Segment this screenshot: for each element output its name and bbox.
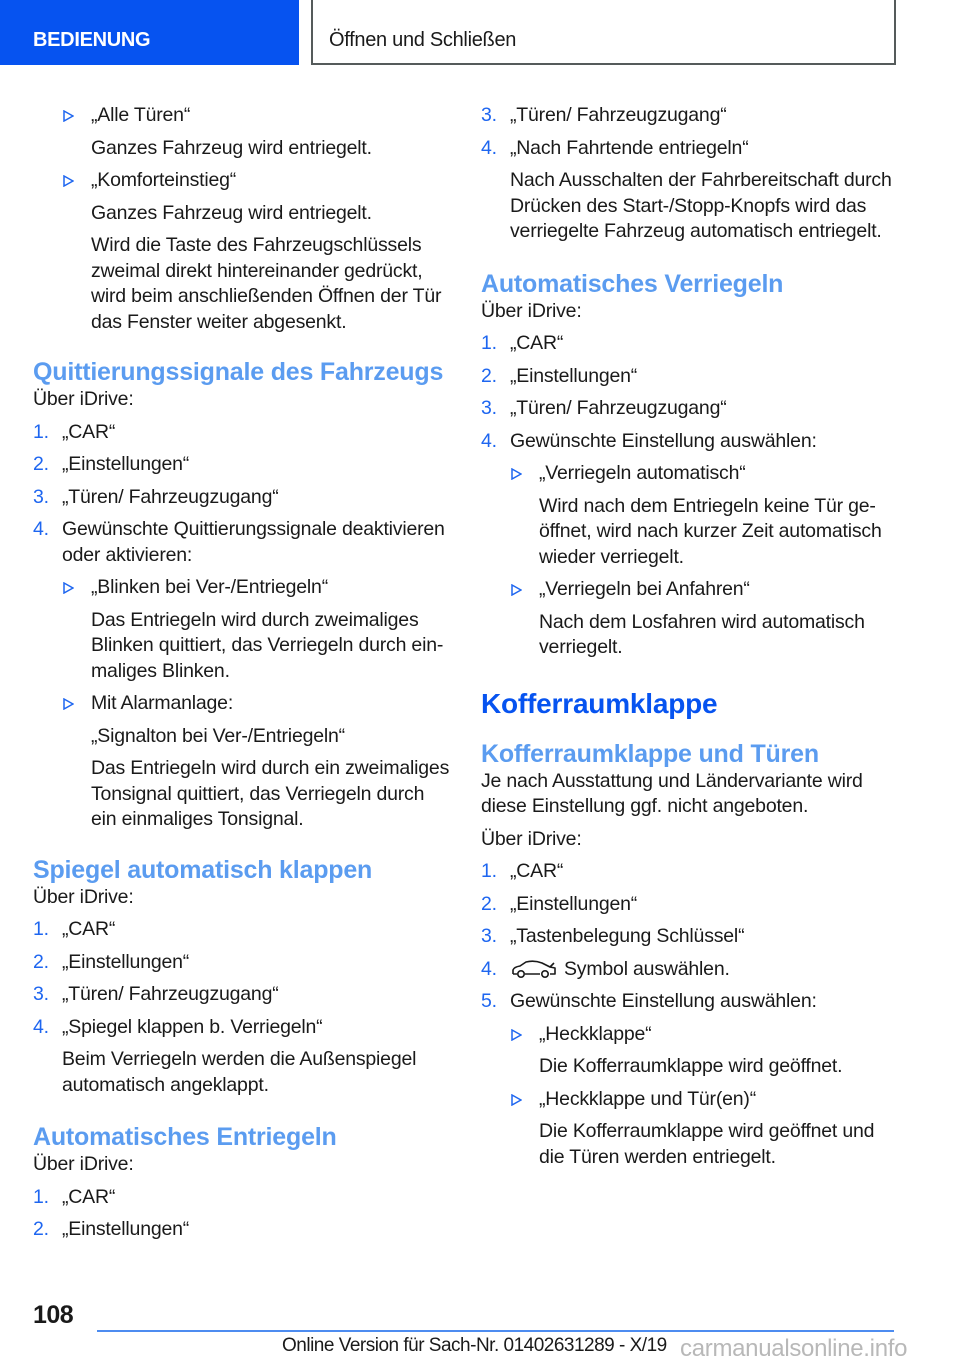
step-item (481, 331, 901, 357)
bullet-text: Ganzes Fahrzeug wird entriegelt. (91, 201, 372, 224)
step-number: 4. (481, 957, 497, 980)
bullet-label: „Alle Türen“ (91, 104, 191, 126)
step-item (481, 859, 901, 885)
section-heading: Automatisches Verriegeln (481, 269, 784, 298)
step-item (481, 957, 901, 983)
step-number: 3. (481, 925, 497, 947)
option-label: „Verriegeln automatisch“ (539, 462, 746, 484)
chapter-header (311, 0, 896, 65)
step-item (481, 396, 901, 422)
triangle-bullet-icon (511, 1094, 522, 1106)
step-item (33, 950, 453, 976)
step-note: Nach Ausschalten der Fahrbereitschaft durch Drücken des Start-/Stopp-Knopfs wird das verriegelte Fahrzeug automatisch entriegelt. (510, 169, 892, 242)
step-item (33, 420, 453, 446)
step-number: 4. (33, 1015, 49, 1038)
step-text: „Türen/ Fahrzeugzugang“ (62, 983, 279, 1005)
step-text: „CAR“ (510, 860, 564, 882)
step-item (481, 136, 901, 162)
bullet-item (33, 168, 453, 335)
left-column (33, 103, 453, 1250)
step-item (33, 917, 453, 943)
step-number: 4. (481, 429, 497, 452)
step-text: „Einstellungen“ (510, 892, 638, 915)
step-number: 2. (33, 1218, 49, 1240)
option-label: „Blinken bei Ver-/Entriegeln“ (91, 576, 328, 598)
step-text: „CAR“ (62, 420, 116, 443)
step-number: 1. (33, 420, 49, 443)
step-item (33, 982, 453, 1008)
step-number: 2. (481, 892, 497, 915)
section-tab (0, 0, 299, 65)
section-heading: Kofferraumklappe und Türen (481, 739, 819, 768)
option-text: Wird nach dem Entriegeln keine Tür ge-öffnet, wird nach kurzer Zeit automatisch wieder verriegelt. (539, 494, 882, 568)
step-text: „Einstellungen“ (62, 1218, 190, 1240)
step-number: 1. (481, 332, 497, 354)
step-text: „Einstellungen“ (62, 453, 190, 475)
option-item (33, 691, 453, 833)
triangle-bullet-icon (63, 582, 74, 594)
step-item (33, 1015, 453, 1041)
step-text: Gewünschte Einstellung auswählen: (510, 990, 817, 1012)
section-heading: Automatisches Entriegeln (33, 1123, 337, 1151)
step-item (33, 1217, 453, 1243)
step-text: „Tastenbelegung Schlüssel“ (510, 925, 745, 947)
triangle-bullet-icon (511, 584, 522, 596)
triangle-bullet-icon (63, 175, 74, 187)
step-text: „Spiegel klappen b. Verriegeln“ (62, 1015, 323, 1038)
option-text: Das Entriegeln wird durch ein zweimaliges Tonsignal quittiert, das Verriegeln durch ein einmaliges Tonsignal. (91, 757, 450, 830)
footer-divider (97, 1330, 894, 1332)
step-number: 2. (33, 453, 49, 475)
option-label: „Verriegeln bei Anfahren“ (539, 578, 750, 600)
version-text: Online Version für Sach-Nr. 01402631289 - X/19 (282, 1335, 667, 1356)
step-item (481, 429, 901, 455)
step-note: Beim Verriegeln werden die Außenspiegel automatisch angeklappt. (62, 1048, 417, 1096)
step-number: 4. (481, 136, 497, 159)
step-number: 4. (33, 518, 49, 540)
step-number: 2. (481, 364, 497, 387)
step-text: Gewünschte Einstellung auswählen: (510, 429, 817, 452)
chapter-heading: Kofferraumklappe (481, 687, 718, 719)
step-text: „Türen/ Fahrzeugzugang“ (510, 397, 727, 419)
step-item (481, 924, 901, 950)
option-item (481, 1087, 901, 1171)
step-text: Gewünschte Quittierungssignale deaktivieren oder aktivieren: (62, 518, 445, 566)
option-label: „Heckklappe und Tür(en)“ (539, 1087, 757, 1110)
step-item (481, 892, 901, 918)
step-number: 1. (33, 918, 49, 940)
triangle-bullet-icon (63, 698, 74, 710)
step-text: „Einstellungen“ (62, 950, 190, 973)
triangle-bullet-icon (63, 110, 74, 122)
triangle-bullet-icon (511, 468, 522, 480)
step-item (33, 452, 453, 478)
intro-text: Je nach Ausstattung und Ländervariante wird diese Einstellung ggf. nicht angeboten. (481, 769, 863, 817)
step-number: 3. (481, 397, 497, 419)
step-item (33, 485, 453, 511)
step-item (33, 517, 453, 568)
step-number: 5. (481, 990, 497, 1012)
step-text: „CAR“ (62, 1185, 116, 1208)
option-item (33, 575, 453, 684)
option-item (481, 461, 901, 570)
step-number: 1. (481, 860, 497, 882)
bullet-label: „Komforteinstieg“ (91, 169, 237, 191)
step-item (481, 103, 901, 129)
option-text: Die Kofferraumklappe wird geöffnet und die Türen werden entriegelt. (539, 1120, 875, 1168)
step-number: 1. (33, 1185, 49, 1208)
step-number: 3. (33, 983, 49, 1005)
chapter-title: Öffnen und Schließen (329, 29, 517, 51)
via-label: Über iDrive: (33, 1153, 134, 1175)
step-text: „Einstellungen“ (510, 364, 638, 387)
triangle-bullet-icon (511, 1029, 522, 1041)
step-text: „Nach Fahrtende entriegeln“ (510, 136, 749, 159)
option-item (481, 577, 901, 661)
option-label: „Heckklappe“ (539, 1022, 652, 1045)
right-column (481, 103, 901, 1170)
option-text: Die Kofferraumklappe wird geöffnet. (539, 1055, 843, 1077)
bullet-text: Ganzes Fahrzeug wird entriegelt. (91, 136, 372, 159)
car-trunk-open-icon (510, 959, 558, 979)
step-number: 2. (33, 950, 49, 973)
step-number: 3. (33, 485, 49, 508)
via-label: Über iDrive: (481, 827, 582, 850)
step-text: Symbol auswählen. (564, 957, 730, 980)
bullet-item (33, 103, 453, 161)
option-label: Mit Alarmanlage: (91, 692, 234, 714)
option-text: „Signalton bei Ver-/Entriegeln“ (91, 724, 345, 747)
option-item (481, 1022, 901, 1080)
step-text: „Türen/ Fahrzeugzugang“ (510, 104, 727, 126)
step-item (481, 364, 901, 390)
via-label: Über iDrive: (33, 388, 134, 410)
section-heading: Quittierungssignale des Fahrzeugs (33, 358, 444, 386)
via-label: Über iDrive: (481, 299, 582, 322)
step-text: „CAR“ (510, 332, 564, 354)
via-label: Über iDrive: (33, 885, 134, 908)
section-label: BEDIENUNG (33, 29, 151, 51)
step-text: „CAR“ (62, 918, 116, 940)
step-item (33, 1185, 453, 1211)
step-item (481, 989, 901, 1015)
bullet-text: Wird die Taste des Fahrzeugschlüssels zweimal direkt hintereinander gedrückt, wird beim anschließenden Öffnen der Tür das Fenster weiter abgesenkt. (91, 234, 442, 333)
page-number: 108 (33, 1301, 74, 1329)
option-text: Das Entriegeln wird durch zweimaliges Blinken quittiert, das Verriegeln durch ein-maliges Blinken. (91, 608, 444, 682)
watermark: carmanualsonline.info (680, 1335, 908, 1362)
step-number: 3. (481, 104, 497, 126)
step-text: „Türen/ Fahrzeugzugang“ (62, 485, 279, 508)
option-text: Nach dem Losfahren wird automatisch verriegelt. (539, 610, 865, 658)
section-heading: Spiegel automatisch klappen (33, 855, 373, 884)
